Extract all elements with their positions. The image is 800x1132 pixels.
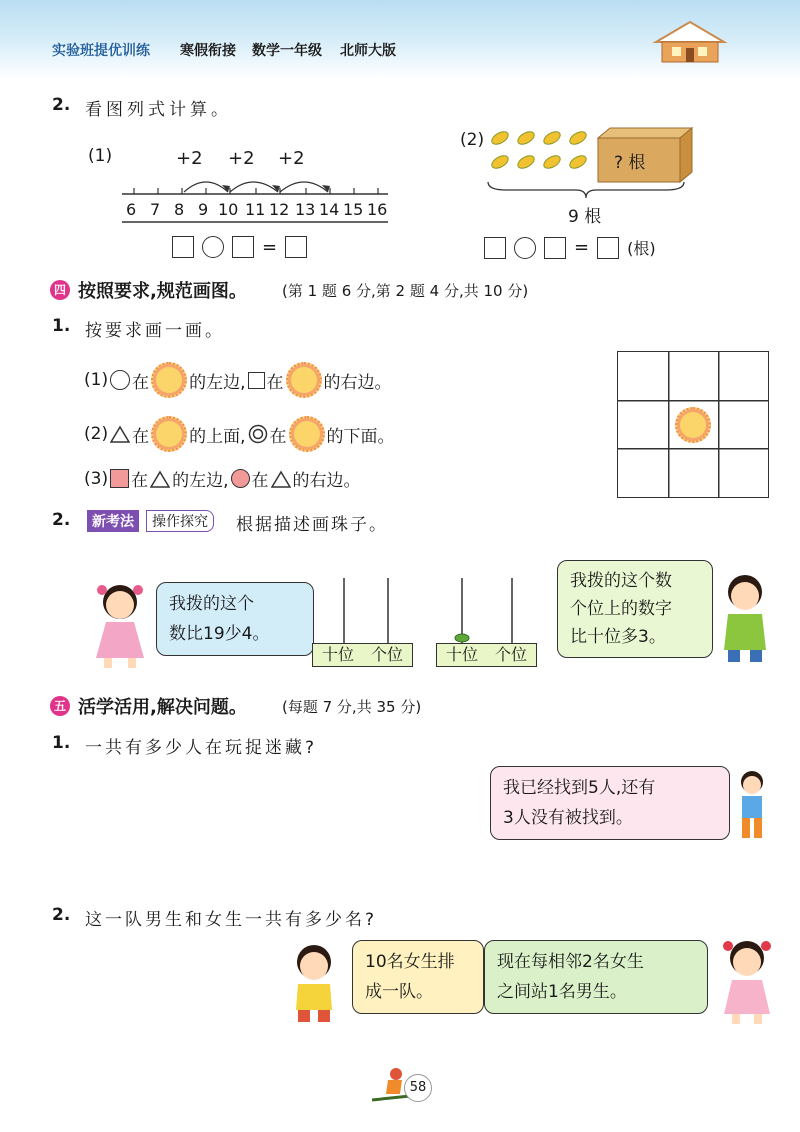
bubble-line: 成一队。: [365, 982, 433, 1002]
square-shape-icon: [248, 372, 265, 389]
bubble-line: 3人没有被找到。: [503, 808, 633, 828]
ones-label: 个位: [362, 643, 413, 667]
tick-label: 15: [343, 200, 364, 219]
question-text: 这一队男生和女生一共有多少名?: [85, 910, 378, 930]
tick-label: 16: [367, 200, 388, 219]
sub-label: (2): [84, 424, 109, 444]
question-text: 看图列式计算。: [85, 100, 232, 120]
pink-square-icon: [110, 469, 129, 488]
section-badge: 四: [50, 280, 70, 300]
sun-coin-icon: [151, 362, 187, 398]
answer-box[interactable]: [172, 236, 194, 258]
page-number: 58: [404, 1074, 432, 1102]
girl-character-icon: [86, 578, 156, 670]
section-title: 按照要求,规范画图。: [78, 281, 247, 302]
bubble-line: 数比19少4。: [169, 624, 270, 644]
instruction-text: 的右边。: [292, 471, 361, 491]
answer-box[interactable]: [285, 236, 307, 258]
boy-character-icon: [284, 940, 348, 1024]
sun-coin-icon: [289, 416, 325, 452]
instruction-text: 在: [132, 426, 150, 447]
girl-character-icon: [714, 936, 780, 1026]
series-title: 实验班提优训练: [52, 43, 150, 59]
speech-bubble: [484, 940, 708, 1014]
answer-box[interactable]: [597, 237, 619, 259]
unit-label: (根): [627, 239, 656, 258]
subject-label-2: 数学一年级: [252, 43, 322, 59]
question-number: 2.: [52, 95, 71, 115]
tick-label: 14: [319, 200, 340, 219]
number-line: [118, 168, 398, 228]
question-number: 2.: [52, 510, 71, 530]
total-label: 9 根: [568, 207, 602, 227]
instruction-text: 在: [132, 372, 150, 393]
instruction-text: 的右边。: [323, 372, 392, 393]
subject-label-3: 北师大版: [340, 43, 396, 59]
question-text: 一共有多少人在玩捉迷藏?: [85, 738, 318, 758]
tens-label: 十位: [312, 643, 364, 667]
equals-sign: =: [574, 237, 590, 258]
bubble-line: 个位上的数字: [570, 599, 672, 619]
tick-label: 7: [150, 200, 161, 219]
section-title: 活学活用,解决问题。: [78, 697, 247, 718]
bubble-line: 现在每相邻2名女生: [497, 952, 644, 972]
tick-label: 13: [295, 200, 316, 219]
question-number: 1.: [52, 316, 71, 336]
operator-circle[interactable]: [514, 237, 536, 259]
pink-circle-icon: [231, 469, 250, 488]
operator-circle[interactable]: [202, 236, 224, 258]
speech-bubble-right: [557, 560, 713, 658]
sub-label: (3): [84, 468, 109, 489]
tick-label: 12: [269, 200, 290, 219]
answer-box[interactable]: [544, 237, 566, 259]
speech-bubble-left: [156, 582, 314, 656]
sun-coin-icon: [151, 416, 187, 452]
section-note: (第 1 题 6 分,第 2 题 4 分,共 10 分): [282, 282, 529, 300]
answer-box[interactable]: [232, 236, 254, 258]
sub-label: (1): [84, 370, 109, 390]
instruction-text: 的左边,: [172, 471, 229, 491]
circle-shape-icon: [110, 370, 130, 390]
tick-label: 6: [126, 200, 137, 219]
instruction-text: 的下面。: [326, 426, 395, 447]
draw-instruction-1: [84, 362, 392, 398]
draw-instruction-3: [84, 466, 361, 491]
jump-label: +2: [176, 148, 203, 169]
instruction-text: 在: [269, 426, 287, 447]
question-text: 根据描述画珠子。: [236, 515, 388, 535]
instruction-text: 在: [251, 471, 269, 491]
snow-house-icon: [650, 18, 730, 64]
triangle-shape-icon: [150, 470, 170, 488]
total-brace: [486, 180, 686, 200]
corn-group-icon: [486, 126, 596, 176]
question-number: 1.: [52, 733, 71, 753]
instruction-text: 在: [131, 471, 149, 491]
bubble-line: 我拨的这个: [169, 594, 254, 614]
sun-coin-icon: [286, 362, 322, 398]
bubble-line: 我已经找到5人,还有: [503, 778, 656, 798]
abacus-2[interactable]: [436, 574, 546, 646]
section-badge: 五: [50, 696, 70, 716]
new-exam-tag: 新考法: [87, 510, 139, 532]
boy-character-icon: [712, 570, 778, 665]
equals-sign: =: [262, 236, 278, 258]
question-number: 2.: [52, 905, 71, 925]
part-label: (2): [460, 130, 485, 150]
double-circle-icon: [248, 424, 268, 444]
part-label: (1): [88, 146, 113, 166]
draw-instruction-2: [84, 416, 395, 452]
answer-row: [484, 236, 656, 259]
speech-bubble: [352, 940, 484, 1014]
bubble-line: 我拨的这个数: [570, 571, 672, 591]
triangle-shape-icon: [110, 425, 130, 443]
section-note: (每题 7 分,共 35 分): [282, 698, 422, 716]
box-label: ? 根: [614, 153, 646, 173]
operation-tag: 操作探究: [146, 510, 214, 532]
sun-coin-icon: [675, 407, 711, 443]
question-text: 按要求画一画。: [85, 321, 225, 341]
bubble-line: 比十位多3。: [570, 627, 666, 647]
answer-row: [172, 236, 307, 258]
tick-label: 9: [198, 200, 209, 219]
tick-label: 8: [174, 200, 185, 219]
triangle-shape-icon: [271, 470, 291, 488]
instruction-text: 在: [266, 372, 284, 393]
tens-label: 十位: [436, 643, 488, 667]
speech-bubble: [490, 766, 730, 840]
tick-label: 10: [218, 200, 239, 219]
subject-label-1: 寒假衔接: [180, 43, 236, 59]
abacus-1[interactable]: [312, 574, 422, 646]
bubble-line: 10名女生排: [365, 952, 455, 972]
answer-box[interactable]: [484, 237, 506, 259]
jump-label: +2: [278, 148, 305, 169]
ones-label: 个位: [486, 643, 537, 667]
jump-label: +2: [228, 148, 255, 169]
boy-character-icon: [732, 770, 772, 840]
instruction-text: 的左边,: [189, 372, 246, 393]
instruction-text: 的上面,: [189, 426, 246, 447]
bubble-line: 之间站1名男生。: [497, 982, 627, 1002]
tick-label: 11: [245, 200, 266, 219]
